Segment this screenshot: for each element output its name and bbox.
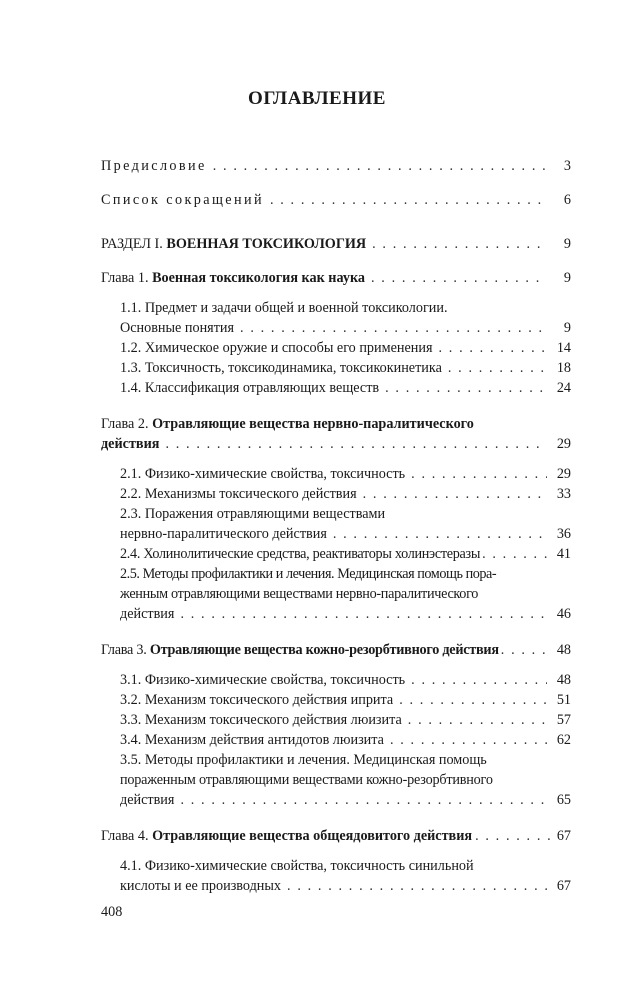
toc-page-number: 6	[563, 192, 571, 208]
toc-page-number: 62	[556, 732, 571, 748]
toc-entry-label: Список сокращений	[101, 192, 264, 208]
toc-page-number: 24	[556, 380, 571, 396]
toc-page-number: 65	[556, 792, 571, 808]
toc-page-number: 18	[556, 360, 571, 376]
chapter-title: Отравляющие вещества кожно-резорбтивного действия	[149, 642, 499, 658]
toc-entry-3-5-line2[interactable]: пораженным отравляющими веществами кожно-резорбтивного	[120, 772, 493, 788]
toc-entry-3-5[interactable]	[120, 790, 571, 810]
toc-page-number: 29	[556, 466, 571, 482]
toc-page-number: 67	[556, 878, 571, 894]
toc-page-number: 51	[556, 692, 571, 708]
leader-dots	[438, 338, 547, 358]
toc-entry-label: 3.3. Механизм токсического действия люизита	[120, 712, 402, 728]
toc-page-number: 46	[556, 606, 571, 622]
toc-entry-1-4[interactable]	[120, 378, 571, 398]
toc-entry-label: 3.2. Механизм токсического действия иприта	[120, 692, 394, 708]
toc-page-number: 14	[556, 340, 571, 356]
toc-chapter-label	[101, 640, 499, 660]
toc-chapter-label	[101, 826, 472, 846]
leader-dots	[371, 268, 547, 288]
toc-page-number: 9	[563, 236, 571, 252]
leader-dots	[180, 790, 547, 810]
toc-page-number: 48	[556, 642, 571, 658]
leader-dots	[287, 876, 547, 896]
section-title: ВОЕННАЯ ТОКСИКОЛОГИЯ	[166, 236, 367, 252]
chapter-title: Военная токсикология как наука	[152, 270, 366, 286]
chapter-title: Отравляющие вещества общеядовитого действия	[152, 828, 473, 844]
toc-page-number: 33	[556, 486, 571, 502]
leader-dots	[270, 190, 547, 210]
toc-section-1[interactable]	[101, 234, 571, 254]
toc-entry-label: 3.4. Механизм действия антидотов люизита	[120, 732, 384, 748]
toc-entry-3-4[interactable]	[120, 730, 571, 750]
toc-entry-2-5[interactable]	[120, 604, 571, 624]
toc-entry-label: Предисловие	[101, 158, 207, 174]
leader-dots	[363, 484, 547, 504]
toc-entry-label: 1.3. Токсичность, токсикодинамика, токсикокинетика	[120, 360, 442, 376]
chapter-title: Отравляющие вещества нервно-паралитического	[152, 416, 474, 432]
toc-page-number: 9	[563, 270, 571, 286]
leader-dots	[333, 524, 547, 544]
toc-chapter-1[interactable]	[101, 268, 571, 288]
page-number-footer: 408	[101, 904, 123, 920]
chapter-title-cont: действия	[101, 436, 160, 452]
toc-entry-2-5-line1[interactable]: 2.5. Методы профилактики и лечения. Медицинская помощь пора-	[120, 566, 497, 582]
toc-entry-3-1[interactable]	[120, 670, 571, 690]
toc-entry-label: действия	[120, 792, 175, 808]
leader-dots	[213, 156, 547, 176]
page-title: ОГЛАВЛЕНИЕ	[248, 88, 386, 109]
toc-entry-abbreviations[interactable]	[101, 190, 571, 210]
leader-dots	[385, 378, 547, 398]
toc-entry-preface[interactable]	[101, 156, 571, 176]
toc-entry-2-3-line1[interactable]: 2.3. Поражения отравляющими веществами	[120, 506, 386, 522]
toc-entry-label: 2.4. Холинолитические средства, реактиваторы холинэстеразы	[120, 546, 481, 562]
toc-chapter-label	[101, 434, 159, 454]
toc-page-number: 36	[556, 526, 571, 542]
leader-dots	[372, 234, 547, 254]
toc-page-number: 67	[556, 828, 571, 844]
leader-dots	[411, 670, 547, 690]
toc-entry-2-1[interactable]	[120, 464, 571, 484]
toc-entry-3-5-line1[interactable]: 3.5. Методы профилактики и лечения. Медицинская помощь	[120, 752, 487, 768]
toc-section-label	[101, 234, 366, 254]
toc-entry-label: 2.1. Физико-химические свойства, токсичность	[120, 466, 406, 482]
toc-entry-2-3[interactable]	[120, 524, 571, 544]
leader-dots	[482, 544, 551, 564]
toc-entry-2-2[interactable]	[120, 484, 571, 504]
toc-page-number: 57	[556, 712, 571, 728]
leader-dots	[390, 730, 547, 750]
toc-chapter-2-line1[interactable]	[101, 414, 474, 434]
toc-entry-3-3[interactable]	[120, 710, 571, 730]
toc-entry-1-3[interactable]	[120, 358, 571, 378]
toc-page-number: 9	[563, 320, 571, 336]
leader-dots	[180, 604, 547, 624]
toc-entry-label: 1.4. Классификация отравляющих веществ	[120, 380, 380, 396]
chapter-prefix: Глава 4.	[101, 828, 149, 844]
toc-entry-4-1-line1[interactable]: 4.1. Физико-химические свойства, токсичность синильной	[120, 858, 474, 874]
chapter-prefix: Глава 2.	[101, 416, 149, 432]
toc-entry-4-1[interactable]	[120, 876, 571, 896]
toc-page-number: 41	[556, 546, 571, 562]
toc-chapter-3[interactable]	[101, 640, 571, 660]
toc-entry-label: Основные понятия	[120, 320, 235, 336]
toc-entry-1-1[interactable]	[120, 318, 571, 338]
leader-dots	[475, 826, 550, 846]
toc-entry-label: 2.2. Механизмы токсического действия	[120, 486, 357, 502]
toc-chapter-4[interactable]	[101, 826, 571, 846]
leader-dots	[501, 640, 551, 660]
leader-dots	[408, 710, 547, 730]
toc-page-number: 48	[556, 672, 571, 688]
toc-entry-label: нервно-паралитического действия	[120, 526, 327, 542]
chapter-prefix: Глава 3.	[101, 642, 147, 658]
leader-dots	[165, 434, 547, 454]
leader-dots	[448, 358, 547, 378]
toc-entry-1-2[interactable]	[120, 338, 571, 358]
toc-entry-label: 1.2. Химическое оружие и способы его применения	[120, 340, 433, 356]
chapter-prefix: Глава 1.	[101, 270, 149, 286]
leader-dots	[240, 318, 547, 338]
toc-entry-label: 3.1. Физико-химические свойства, токсичность	[120, 672, 406, 688]
toc-entry-2-4[interactable]	[120, 544, 571, 564]
toc-entry-label: действия	[120, 606, 175, 622]
toc-entry-3-2[interactable]	[120, 690, 571, 710]
toc-page-number: 3	[563, 158, 571, 174]
toc-entry-2-5-line2[interactable]: женным отравляющими веществами нервно-паралитического	[120, 586, 479, 602]
toc-entry-1-1-line1[interactable]: 1.1. Предмет и задачи общей и военной токсикологии.	[120, 300, 448, 316]
toc-entry-label: кислоты и ее производных	[120, 878, 282, 894]
section-prefix: РАЗДЕЛ I.	[101, 236, 163, 252]
toc-page-number: 29	[556, 436, 571, 452]
leader-dots	[411, 464, 547, 484]
toc-chapter-label	[101, 268, 365, 288]
leader-dots	[399, 690, 547, 710]
toc-chapter-2[interactable]	[101, 434, 571, 454]
